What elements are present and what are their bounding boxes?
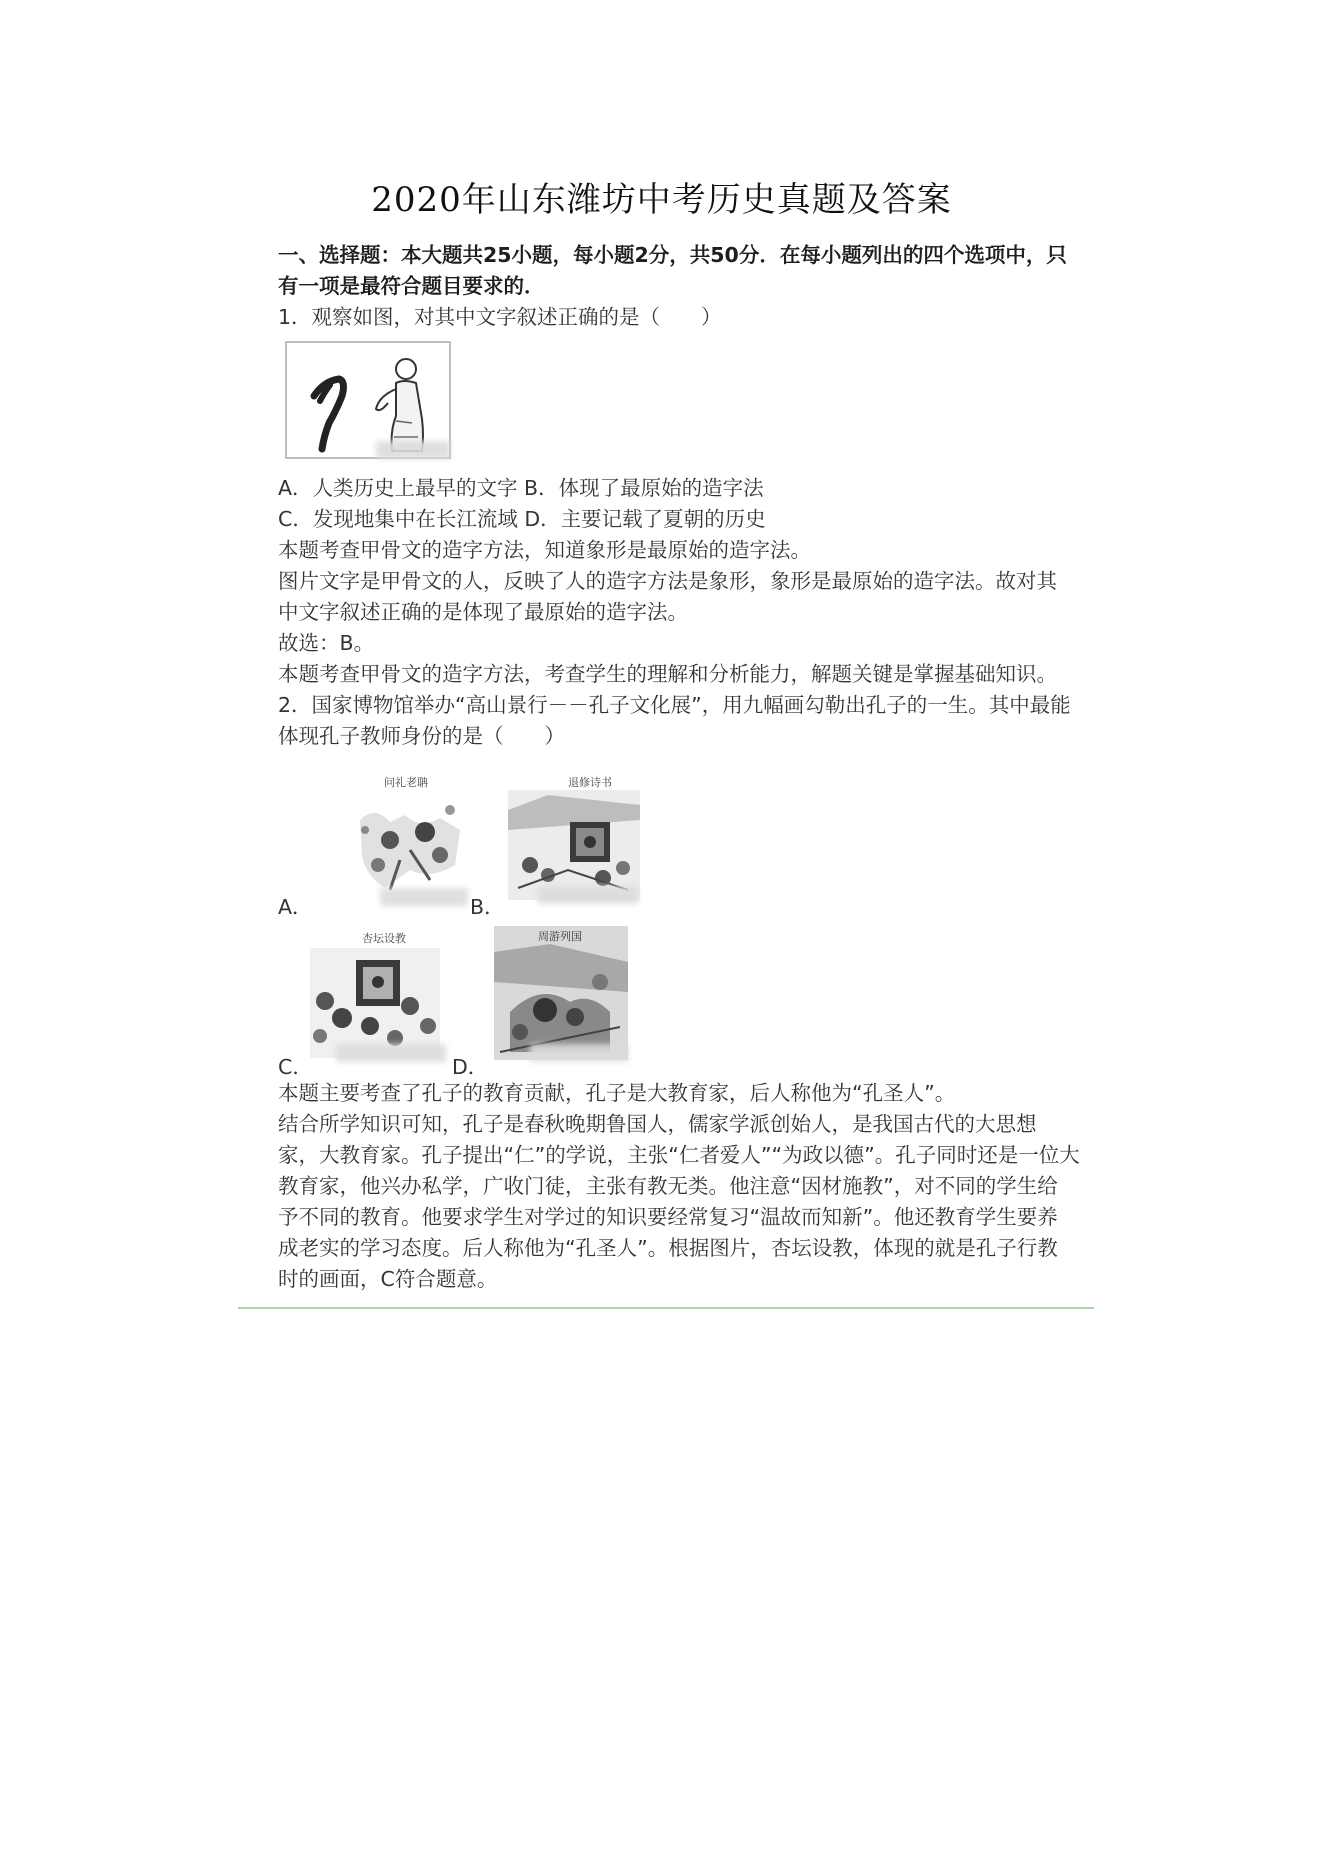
q1-analysis-line: 本题考查甲骨文的造字方法，考查学生的理解和分析能力，解题关键是掌握基础知识。 bbox=[278, 662, 1057, 686]
q1-analysis-line: 本题考查甲骨文的造字方法，知道象形是最原始的造字法。 bbox=[278, 538, 811, 562]
q2-stem-line: 体现孔子教师身份的是（ ） bbox=[278, 724, 565, 748]
blurred-watermark bbox=[538, 886, 638, 904]
q2-analysis-line: 予不同的教育。他要求学生对学过的知识要经常复习“温故而知新”。他还教育学生要养 bbox=[278, 1205, 1058, 1229]
q2-analysis-line: 教育家，他兴办私学，广收门徒，主张有教无类。他注意“因材施教”，对不同的学生给 bbox=[278, 1174, 1058, 1198]
blurred-watermark bbox=[530, 1044, 628, 1062]
q1-body bbox=[278, 473, 1076, 752]
q2-analysis-line: 结合所学知识可知，孔子是春秋晚期鲁国人，儒家学派创始人，是我国古代的大思想 bbox=[278, 1112, 1037, 1136]
image-caption: 周游列国 bbox=[538, 930, 582, 943]
divider-line bbox=[238, 1307, 1094, 1309]
q2-stem-line: 2．国家博物馆举办“高山景行－－孔子文化展”，用九幅画勾勒出孔子的一生。其中最能 bbox=[278, 693, 1071, 717]
q2-analysis-line: 本题主要考查了孔子的教育贡献，孔子是大教育家，后人称他为“孔圣人”。 bbox=[278, 1081, 956, 1105]
painting-image bbox=[300, 926, 450, 1062]
image-caption: 退修诗书 bbox=[568, 776, 612, 789]
page-title: 2020年山东潍坊中考历史真题及答案 bbox=[371, 180, 952, 220]
image-caption: 杏坛设教 bbox=[362, 932, 406, 945]
q1-analysis-line: 图片文字是甲骨文的人，反映了人的造字方法是象形，象形是最原始的造字法。故对其 bbox=[278, 569, 1057, 593]
q1-option-line: C．发现地集中在长江流域 D．主要记载了夏朝的历史 bbox=[278, 507, 766, 531]
q2-option-label: C． bbox=[278, 1055, 313, 1079]
section-header-line: 一、选择题：本大题共25小题，每小题2分，共50分．在每小题列出的四个选项中，只 bbox=[278, 243, 1067, 267]
q2-analysis bbox=[278, 1078, 1080, 1295]
q2-image-c bbox=[300, 926, 450, 1062]
blurred-watermark bbox=[380, 888, 468, 906]
q2-analysis-line: 成老实的学习态度。后人称他为“孔圣人”。根据图片，杏坛设教，体现的就是孔子行教 bbox=[278, 1236, 1058, 1260]
section-header bbox=[278, 240, 1076, 333]
q1-stem: 1．观察如图，对其中文字叙述正确的是（ ） bbox=[278, 305, 722, 329]
q2-option-label: A． bbox=[278, 895, 313, 919]
q2-option-label: B． bbox=[470, 895, 505, 919]
blurred-watermark bbox=[376, 441, 450, 459]
q2-analysis-line: 时的画面，C符合题意。 bbox=[278, 1267, 498, 1291]
q1-figure bbox=[284, 341, 452, 461]
painting-image bbox=[490, 922, 630, 1062]
painting-image bbox=[508, 770, 640, 904]
q1-option-line: A．人类历史上最早的文字 B．体现了最原始的造字法 bbox=[278, 476, 764, 500]
q2-analysis-line: 家，大教育家。孔子提出“仁”的学说，主张“仁者爱人”“为政以德”。孔子同时还是一位大 bbox=[278, 1143, 1080, 1167]
painting-image bbox=[350, 770, 470, 902]
q1-analysis-line: 中文字叙述正确的是体现了最原始的造字法。 bbox=[278, 600, 688, 624]
q2-image-a bbox=[350, 770, 470, 902]
section-header-line: 有一项是最符合题目要求的． bbox=[278, 274, 545, 298]
image-caption: 问礼老聃 bbox=[384, 776, 428, 789]
q2-option-label: D． bbox=[452, 1055, 489, 1079]
q2-image-d bbox=[490, 922, 630, 1062]
blurred-watermark bbox=[336, 1044, 446, 1062]
q1-answer: 故选：B。 bbox=[278, 631, 375, 655]
q2-image-b bbox=[508, 770, 640, 904]
